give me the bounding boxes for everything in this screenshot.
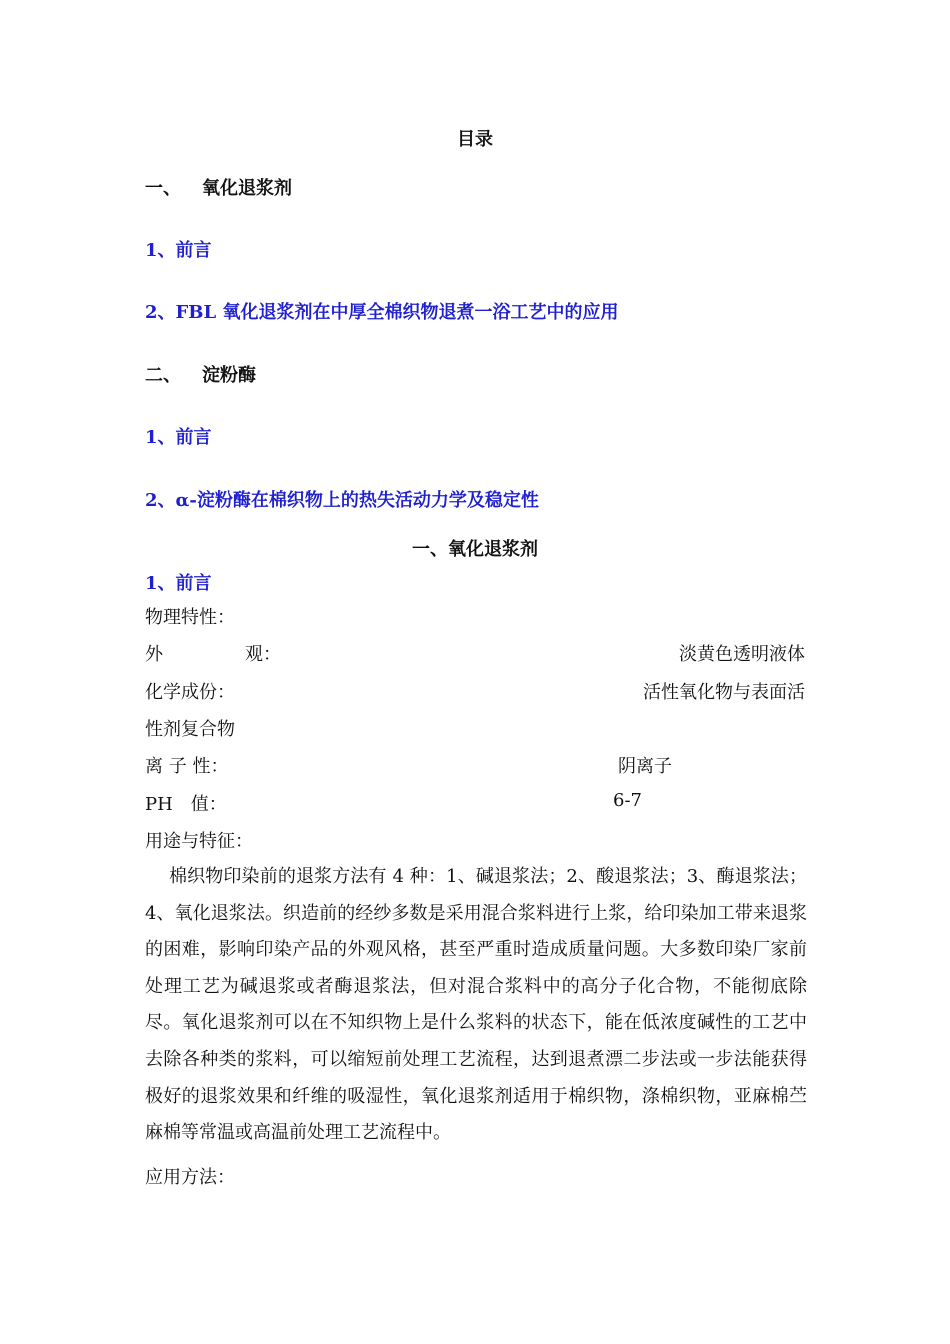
- prop-composition-value-cont: 性剂复合物: [145, 719, 235, 740]
- toc-heading-2[interactable]: [145, 361, 256, 387]
- toc-heading-1[interactable]: [145, 174, 292, 200]
- toc-title: 目录: [457, 129, 493, 150]
- toc-item-preface-1[interactable]: 1、前言: [145, 240, 212, 261]
- toc-item-preface-2[interactable]: 1、前言: [145, 427, 212, 448]
- toc-item-amylase-stability[interactable]: 2、α-淀粉酶在棉织物上的热失活动力学及稳定性: [145, 490, 539, 511]
- prop-ph-value: 6-7: [613, 790, 642, 811]
- usage-paragraph: 棉织物印染前的退浆方法有 4 种：1、碱退浆法；2、酸退浆法；3、酶退浆法；4、氧化退浆法。织造前的经纱多数是采用混合浆料进行上浆，给印染加工带来退浆的困难，影响印染产品的外观风格，甚至严重时造成质量问题。大多数印染厂家前处理工艺为碱退浆或者酶退浆法，但对混合浆料中的高分子化合物，不能彻底除尽。氧化退浆剂可以在不知织物上是什么浆料的状态下，能在低浓度碱性的工艺中去除各种类的浆料，可以缩短前处理工艺流程，达到退煮漂二步法或一步法能获得极好的退浆效果和纤维的吸湿性，氧化退浆剂适用于棉织物，涤棉织物，亚麻棉苎麻棉等常温或高温前处理工艺流程中。: [145, 866, 807, 1144]
- section-subheading: 1、前言: [145, 573, 212, 594]
- toc-item-fbl-application[interactable]: 2、FBL 氧化退浆剂在中厚全棉织物退煮一浴工艺中的应用: [145, 302, 619, 323]
- prop-appearance-label-b: 观：: [245, 644, 281, 665]
- prop-ionicity-value: 阴离子: [618, 756, 672, 777]
- prop-ph-label: PH 值：: [145, 794, 227, 815]
- toc-heading-number: 二、: [145, 365, 181, 386]
- prop-ionicity-label: 离 子 性：: [145, 756, 229, 777]
- usage-label: 用途与特征：: [145, 831, 253, 852]
- toc-heading-label: 氧化退浆剂: [202, 178, 292, 199]
- prop-appearance-label-a: 外: [145, 644, 163, 665]
- toc-heading-label: 淀粉酶: [202, 365, 256, 386]
- section-title: 一、氧化退浆剂: [412, 539, 538, 560]
- method-label: 应用方法：: [145, 1167, 235, 1188]
- prop-composition-label: 化学成份：: [145, 682, 235, 703]
- physical-properties-label: 物理特性：: [145, 607, 235, 628]
- toc-heading-number: 一、: [145, 178, 181, 199]
- prop-appearance-value: 淡黄色透明液体: [679, 644, 805, 665]
- prop-composition-value: 活性氧化物与表面活: [643, 682, 805, 703]
